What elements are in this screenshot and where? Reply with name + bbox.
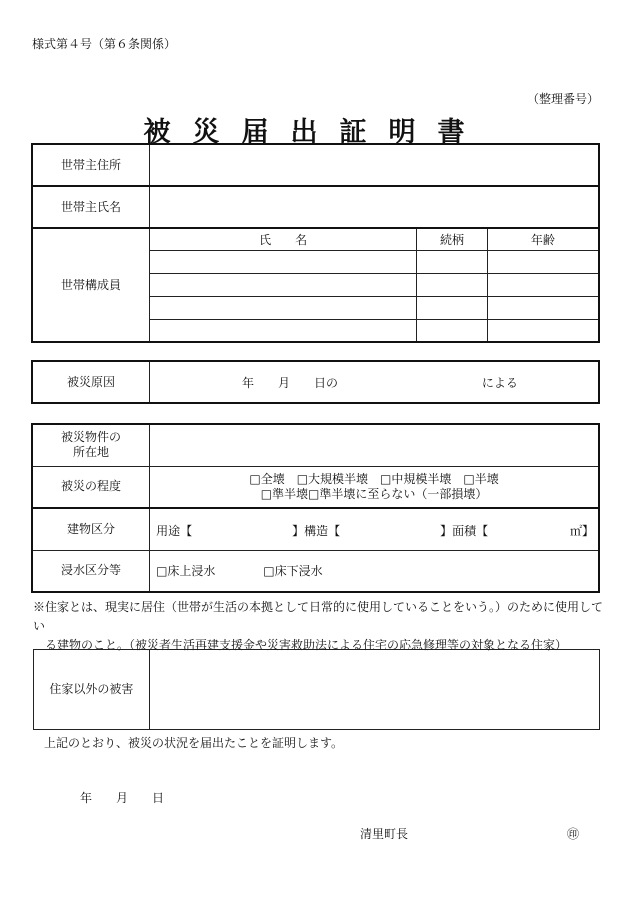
property-location-label-line2: 所在地 <box>73 445 110 460</box>
damage-degree-line2: □準半壊□準半壊に至らない（一部損壊） <box>260 486 488 501</box>
flood-below-floor-checkbox[interactable]: □床下浸水 <box>263 564 323 579</box>
building-area-label: 】面積【 <box>440 524 489 538</box>
certification-date: 年 月 日 <box>80 791 165 805</box>
household-address-field[interactable] <box>150 144 599 186</box>
member-name-cell[interactable] <box>150 250 417 273</box>
household-table <box>31 143 600 343</box>
property-location-label-line1: 被災物件の <box>61 430 122 445</box>
member-age-cell[interactable] <box>487 319 599 342</box>
cause-label: 被災原因 <box>32 361 149 403</box>
damage-degree-line1: □全壊 □大規模半壊 □中規模半壊 □半壊 <box>249 471 499 486</box>
dwelling-note <box>33 598 608 655</box>
property-table <box>31 423 600 593</box>
household-name-label: 世帯主氏名 <box>32 186 150 228</box>
member-name-cell[interactable] <box>150 319 417 342</box>
member-age-cell[interactable] <box>487 273 599 296</box>
building-area-unit: ㎡】 <box>569 524 594 538</box>
mayor-title: 清里町長 <box>360 827 409 841</box>
member-relation-cell[interactable] <box>417 319 488 342</box>
document-title: 被災届出証明書 <box>143 117 487 148</box>
certification-statement: 上記のとおり、被災の状況を届出たことを証明します。 <box>44 736 344 750</box>
member-relation-cell[interactable] <box>417 250 488 273</box>
member-age-cell[interactable] <box>487 296 599 319</box>
property-location-label <box>32 424 150 466</box>
dwelling-note-line2: る建物のこと。（被災者生活再建支援金や災害救助法による住宅の応急修理等の対象となる住家） <box>33 638 568 652</box>
cause-field[interactable] <box>149 361 599 403</box>
flood-class-field[interactable] <box>150 550 599 592</box>
member-name-cell[interactable] <box>150 273 417 296</box>
household-name-field[interactable] <box>150 186 599 228</box>
members-col-age: 年齢 <box>487 228 599 250</box>
member-name-cell[interactable] <box>150 296 417 319</box>
other-damage-table <box>33 649 600 730</box>
cause-suffix: による <box>481 375 518 390</box>
member-relation-cell[interactable] <box>417 296 488 319</box>
flood-class-label: 浸水区分等 <box>32 550 150 592</box>
member-age-cell[interactable] <box>487 250 599 273</box>
building-use-label: 用途【 <box>156 524 193 538</box>
seal-mark: ㊞ <box>567 827 580 841</box>
household-members-label: 世帯構成員 <box>32 228 150 342</box>
members-col-name: 氏 名 <box>150 228 417 250</box>
flood-above-floor-checkbox[interactable]: □床上浸水 <box>156 564 216 579</box>
other-damage-label: 住家以外の被害 <box>34 650 150 730</box>
damage-degree-options[interactable] <box>150 466 599 508</box>
household-address-label: 世帯主住所 <box>32 144 150 186</box>
other-damage-field[interactable] <box>149 650 599 730</box>
member-relation-cell[interactable] <box>417 273 488 296</box>
building-structure-label: 】構造【 <box>292 524 341 538</box>
cause-table <box>31 360 600 404</box>
cause-date-text: 年 月 日の <box>241 375 338 390</box>
members-col-relation: 続柄 <box>417 228 488 250</box>
dwelling-note-line1: ※住家とは、現実に居住（世帯が生活の本拠として日常的に使用していることをいう。）のために使用してい <box>33 600 604 633</box>
building-class-label: 建物区分 <box>32 508 150 550</box>
reference-number-label: （整理番号） <box>527 92 600 106</box>
damage-degree-label: 被災の程度 <box>32 466 150 508</box>
property-location-field[interactable] <box>150 424 599 466</box>
form-number: 様式第４号（第６条関係） <box>32 37 177 51</box>
building-class-field[interactable] <box>150 508 599 550</box>
